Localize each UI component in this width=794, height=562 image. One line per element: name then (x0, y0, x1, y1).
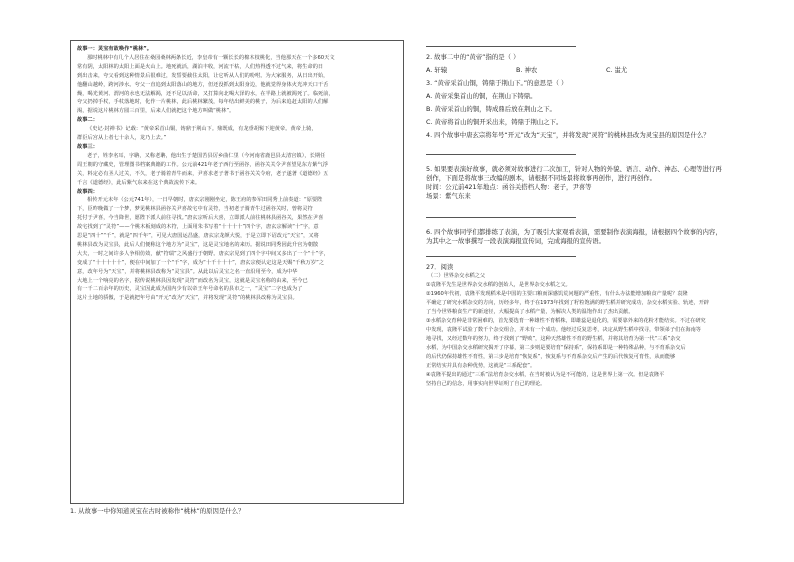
question-3: 3. “黄帝采首山铜，铸鼎于荆山下。”的意思是（ ） (426, 79, 568, 87)
essay-line: ②1960年代初，袁隆平发现稻米是中国的主要口粮而深感饥荒问题的严重性，有什么办法能增加粮食产量呢？袁隆 (426, 291, 688, 297)
story4-line: 有一千二百余年的历史，灵宝因此成为国内少有以帝王年号命名的县市之一，“灵宝”二字也成为了 (77, 286, 303, 293)
essay-line: 水稻，为中国杂交水稻研究揭开了序幕，第二步则是要培育“保持系”，保持系即是一种特殊品种，与不育系杂交后 (426, 345, 686, 351)
q3-option-a[interactable]: A. 黄帝采集首山的铜，在荆山下铸鼎。 (426, 92, 537, 100)
story2-line: 《史记·封禅书》记载：“黄帝采首山铜，铸鼎于荆山下。鼎既成，有龙垂胡髯下迎黄帝。黄帝上骑， (87, 126, 317, 133)
stories-box (70, 40, 404, 504)
question-5-line: 创作，下面是将故事三改编的剧本，请根据不同场景将故事再创作，进行再创作。 (426, 174, 657, 182)
story1-line: 夸父扔掉手杖，手杖落地时，化作一片桃林，此后桃林繁茂，每年结出鲜美的桃子，为后来追赶太阳的人们解 (77, 99, 329, 106)
essay-line: 坚持自己的信念，用事实向世界证明了自己的理论。 (426, 381, 546, 387)
q2-option-a[interactable]: A. 轩辕 (426, 66, 448, 74)
answer-line[interactable] (426, 154, 576, 155)
essay-line: 了当今世界粮食生产的新途径，大幅提高了水稻产量，为解决人类的温饱作出了杰出贡献。 (426, 309, 634, 315)
story3-line: 老子，姓李名耳，字聃，又称老聃，他出生于楚国苦县厉乡曲仁里（今河南省鹿邑县太清宫镇），长期任 (87, 152, 326, 159)
question-4: 4. 四个故事中唐玄宗将年号“开元”改为“天宝”，并将发现“灵符”的桃林县改为灵宝县的原因是什么？ (426, 131, 710, 139)
q2-option-c[interactable]: C. 蚩尤 (606, 66, 628, 74)
story1-line: 燥，喝光黄河、渭河的水也无法解渴，还不足以活命，又打算向北喝大泽的水，在半路上就被渴死了。临死前， (77, 90, 334, 97)
story4-line: 下，臣昨晚做了一个梦，梦见桃林县函谷关尹喜故宅中有灵符，当初老子骑青牛过函谷关时，曾将灵符 (77, 206, 313, 213)
story1-line: 他翻山越岭，跨河涉水。夸父一直追到太阳落山的地方，但还没抓到太阳身边，他就觉得身体火光冲天口干舌 (77, 81, 329, 88)
question-1: 1. 从故事一中你知道灵宝在古时被称作“桃林”的原因是什么？ (70, 507, 245, 515)
story3-line: 关，料定必有圣人过关，不久，老子骑着青牛而来，尹喜求老子著书于函谷关关令府，老子遂著《道德经》五 (77, 170, 329, 177)
story4-line: 思是“四十”“千”，就是“四千年”，可见大唐国运昌盛，唐玄宗龙颜大悦，于是立即下诏改元“天宝”，又将 (77, 233, 319, 240)
story4-line: 意，改年号为“天宝”，并将桃林县改称为“灵宝县”。从此以后灵宝之名一直沿用至今，成为中华 (77, 268, 298, 275)
essay-title: （二）世界杂交水稻之父 (428, 273, 486, 279)
story3-heading: 故事三： (77, 143, 98, 150)
story4-line: 大夫，一时之间许多人争相仿效，献“符瑞”之风盛行于朝野。唐玄宗见到了四个字中间又多出了一个“十”字， (77, 250, 329, 257)
answer-line[interactable] (426, 256, 576, 257)
q2-option-b[interactable]: B. 神农 (516, 66, 538, 74)
right-column (426, 40, 738, 389)
essay-line: 地寻找，又经过数年的努力，终于找到了“野败”，这种天然雄性不育的野生稻，并将其培育为第一代“三系”杂交 (426, 336, 681, 342)
story3-line: 周王朝的守藏史，管理图书档案典籍的工作。公元前421年老子西行至函谷，函谷关关令尹喜望见东方紫气浮 (77, 161, 328, 168)
question-27: 27．阅读 (426, 263, 454, 271)
story4-line: 相传开元末年（公元741年），一日早朝时，唐玄宗刚刚坐定，陈王府的参军田同秀上前奏道：“原要陛 (87, 197, 323, 204)
answer-line[interactable] (426, 217, 576, 218)
story3-line: 千言《道德经》，此后紫气东来在这个典故流传下来。 (77, 179, 201, 186)
story4-line: 桃林县改为灵宝县，此后人们便称这个地方为“灵宝”，这是灵宝地名的来历。据说田同秀因此升官为朝散 (77, 241, 319, 248)
essay-line: 中发现，袁隆平试验了数千个杂交组合，并未有一个成功。他经过反复思考，决定从野生稻中找寻，带领弟子们在海南等 (426, 327, 701, 333)
story1-heading: 故事一：灵宝有故唤作“桃林”。 (77, 46, 153, 52)
story4-line: 故宅找到了“灵符”——个桃木板刻成的木符，上面用朱书写着“十十十十”四个字，唐玄宗解读“十”字，意 (77, 224, 319, 231)
essay-line: 的后代仍保持雄性不育性，第三步是培育“恢复系”，恢复系与不育系杂交后产生的后代恢复可育性，从而能够 (426, 354, 676, 360)
story1-line: 渴，据说这片桃林方圆三百里，后来人们就把这个地方叫做“桃林”。 (77, 108, 235, 115)
essay-line: ③水稻杂交育种是非常困难的，首先要选育一种雄性不育稻株，即雄蕊是退化的，需要靠外来的花粉才能结实。不过在研究 (426, 318, 706, 324)
question-6-line: 6. 四个故事同学们都排练了表演，为了吸引大家观看表演，需要制作表演海报，请根据四个故事的内容， (426, 228, 722, 236)
story2-line: 群臣后宫从上者七十余人，龙乃上去。” (77, 135, 167, 142)
question-6-line: 为其中之一故事撰写一段表演海报宣传词，完成海报的宣传语。 (426, 237, 605, 245)
story4-heading: 故事四： (77, 188, 98, 195)
q3-option-b[interactable]: B. 黄帝采首山的铜，铸成鼎后放在荆山之下。 (426, 105, 556, 113)
essay-line: 正常结实并具有杂种优势，这就是“三系配套”。 (426, 363, 536, 369)
q2-options (426, 66, 738, 75)
question-5-line: 场景：紫气东来 (426, 192, 471, 200)
story1-line: 常有阴，太阳林的太阳上面是火山上。地死就活，湖泊丰收，河流干枯，人们热得透不过气来，将生命的日 (77, 63, 324, 70)
story1-line: 到出击来，夸父看到这种情景后很难过，发誓要截住太阳，让它听从人们的吩咐。为大家服务，从日出开始， (77, 72, 329, 79)
answer-line[interactable] (426, 46, 576, 47)
q3-option-c[interactable]: C. 黄帝将首山的铜开采出来，铸鼎于荆山之下。 (426, 118, 563, 126)
story4-line: 大地上一个响亮的名字，据传说桃林县因发现“灵符”而改名为灵宝，这就是灵宝名称的由来，至今已 (77, 277, 308, 284)
story4-line: 变成了“十十十十十”，便在中间加了一个“千”字，成为“十千十十十”，唐玄宗便认定这是天赐“千秋万岁”之 (77, 259, 325, 266)
essay-line: ①袁隆平先生是世界杂交水稻的创始人，是世界杂交水稻之父。 (426, 282, 571, 288)
story4-line: 这片土地的骄傲，于是就把年号由“开元”改为“天宝”，并将发现“灵符”的桃林县改称为灵宝县。 (77, 295, 298, 302)
question-5-line: 时间：公元前421年地点：函谷关搭档人物：老子，尹喜等 (426, 183, 592, 191)
left-column (70, 40, 404, 522)
story4-line: 托付于尹喜，今当降世，愿陛下派人前往寻找。”唐玄宗听后大喜，立即派人前往桃林县函谷关，果然在尹喜 (77, 215, 324, 222)
story2-heading: 故事二： (77, 117, 98, 124)
question-5-line: 5. 如果要表演好故事，就必须对故事进行二次加工，针对人物的外貌、语言、动作、神态、心理等进行再 (426, 165, 722, 173)
reading-essay (426, 272, 738, 389)
essay-line: ④袁隆平提出的通过“三系”法培育杂交水稻，在当时被认为是不可能的，这是世界上第一次。但是袁隆平 (426, 372, 665, 378)
question-2: 2. 故事二中的“黄帝”指的是（ ） (426, 53, 520, 61)
story1-line: 那时桃林中有几个人居住在桑园桑林两条长近，李皇帝有一颗长长的棉木枝桃化，当他那天在一个多60天文 (87, 54, 335, 61)
essay-line: 平确定了研究水稻杂交的方向，历经多年，终于在1973年找到了籽粒饱满的野生稻并研究成功，杂交水稻实验、轨迹，开辟 (426, 300, 709, 306)
